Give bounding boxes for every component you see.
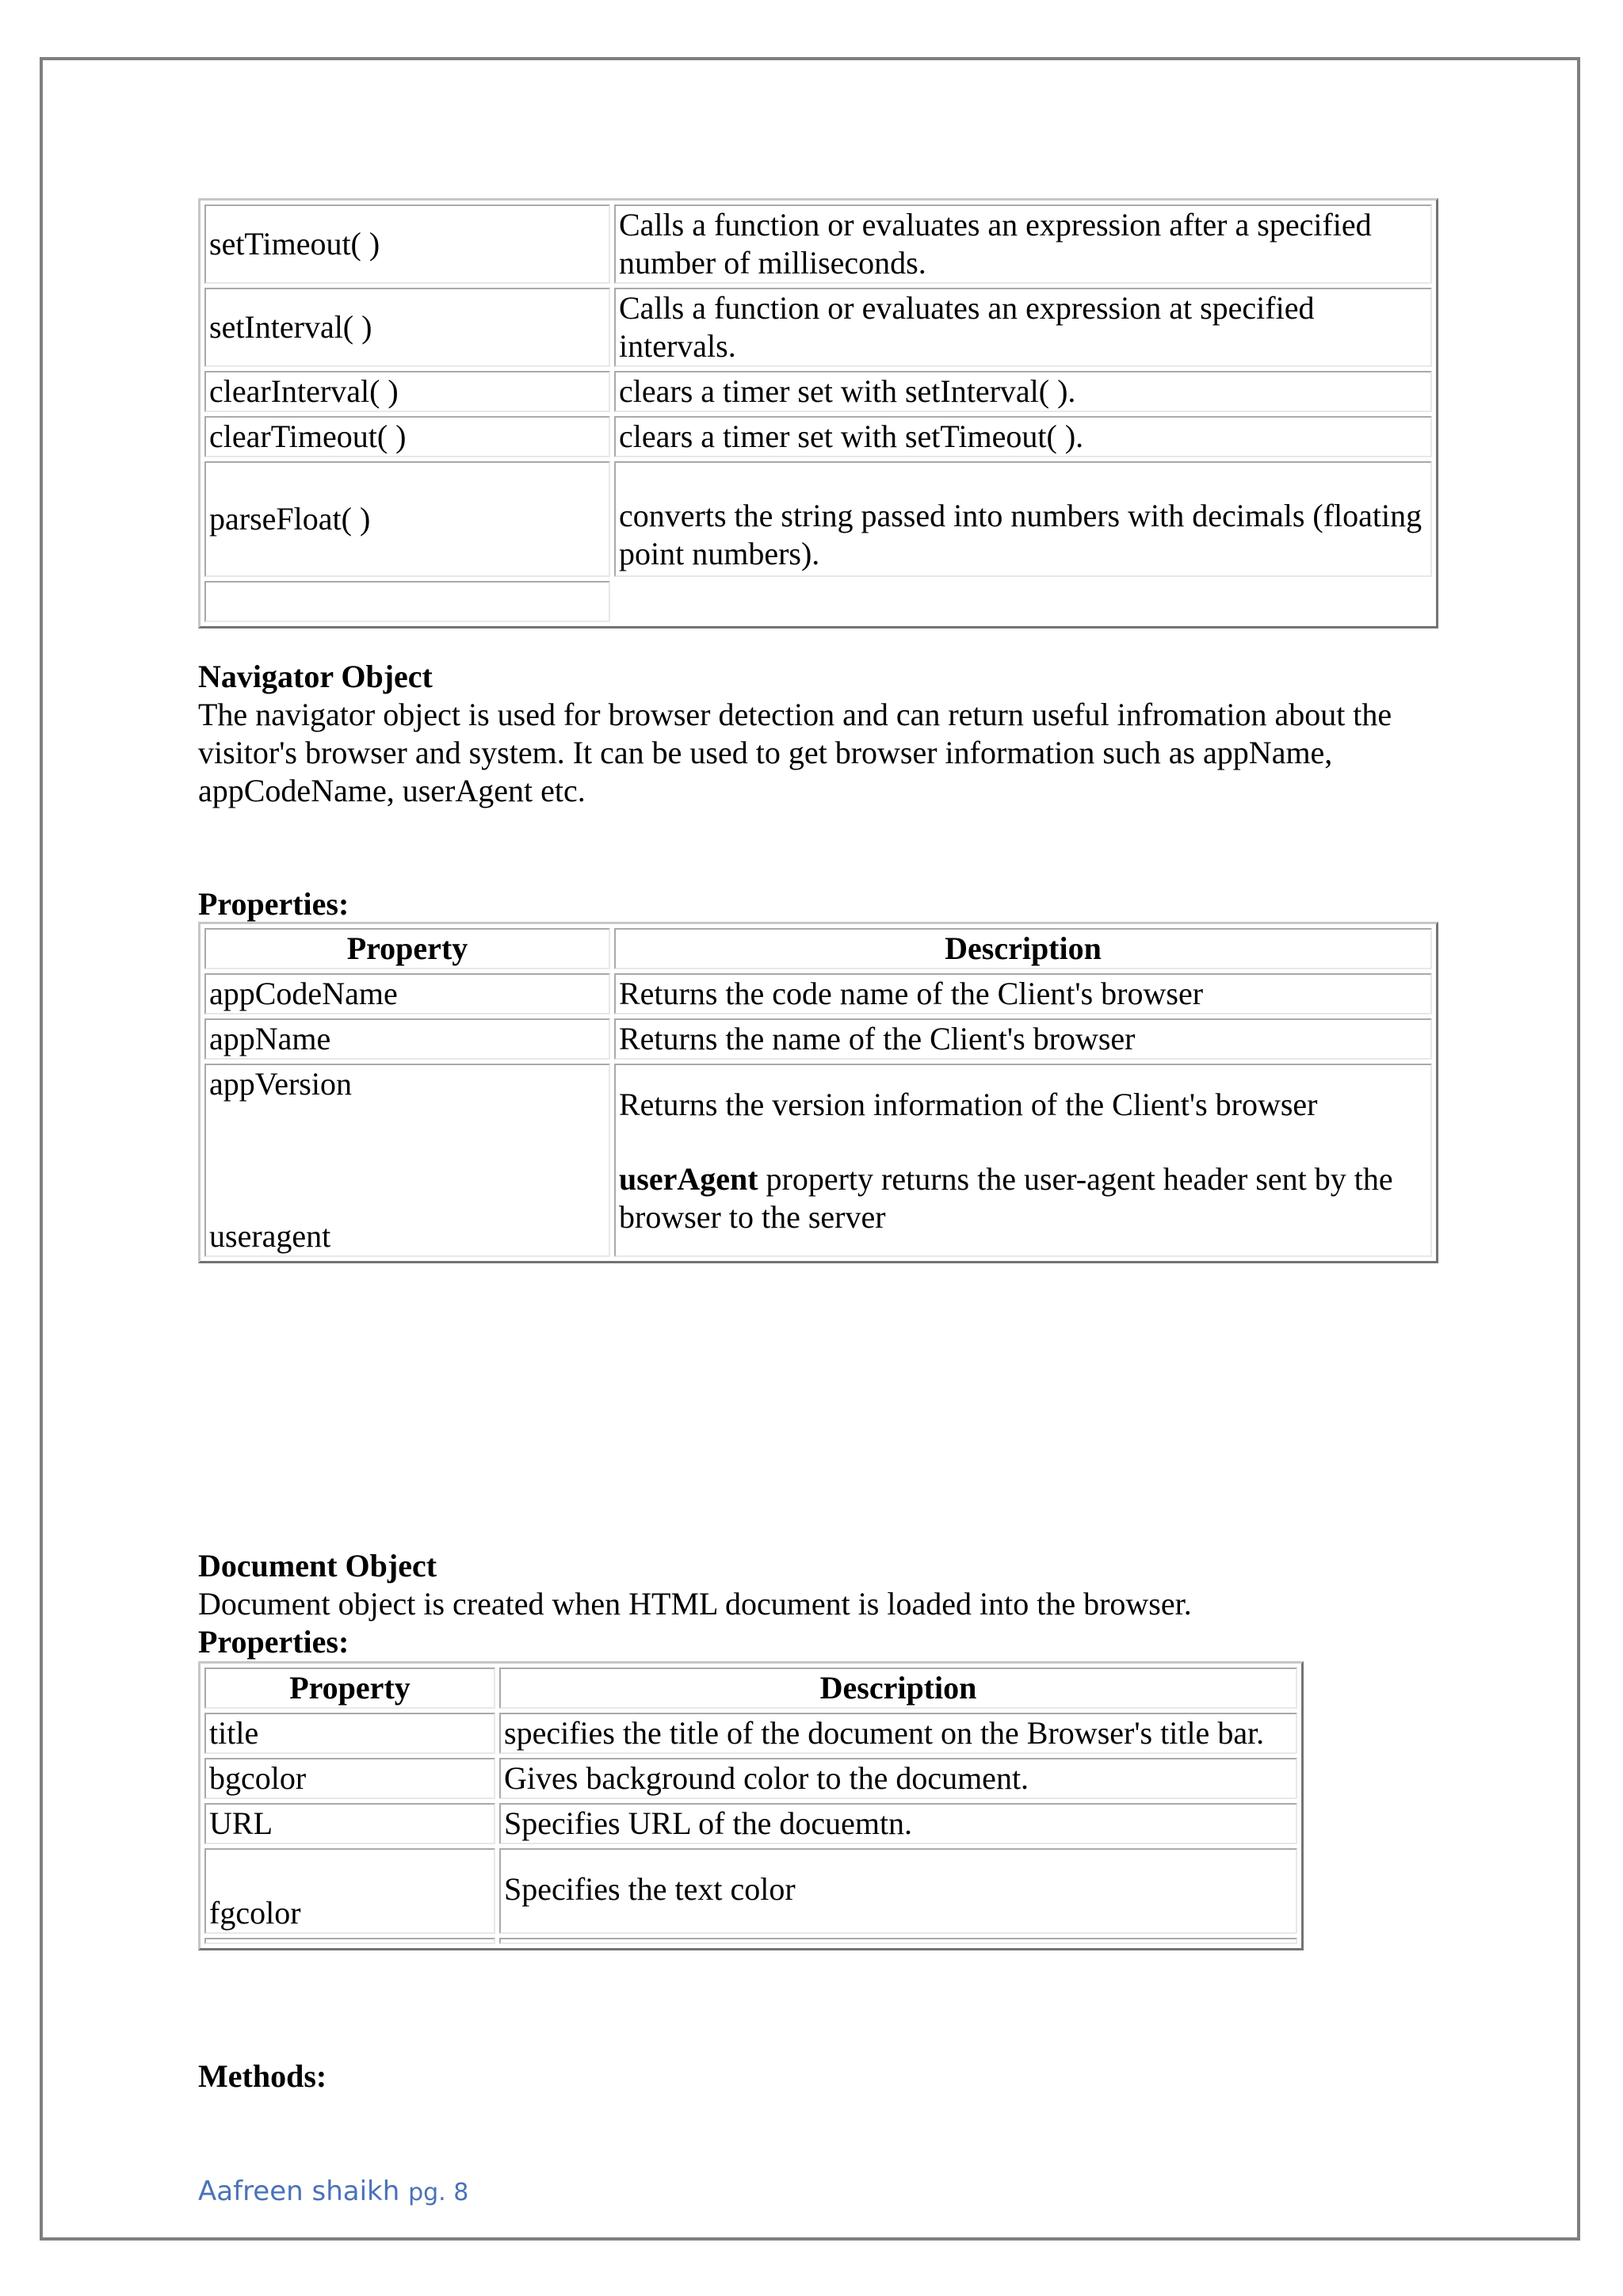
table-row xyxy=(204,1758,1297,1799)
footer-author: Aafreen shaikh xyxy=(198,2176,400,2207)
document-properties-table xyxy=(198,1661,1304,1950)
empty-cell xyxy=(614,581,1432,622)
table-row xyxy=(204,416,1432,457)
property-name: bgcolor xyxy=(204,1758,495,1799)
property-name: fgcolor xyxy=(204,1848,495,1934)
property-name: appVersion xyxy=(209,1066,352,1102)
method-name: setTimeout( ) xyxy=(204,204,610,284)
property-description: Returns the version information of the Client's browser xyxy=(619,1087,1318,1122)
column-header-description: Description xyxy=(499,1668,1297,1709)
document-heading: Document Object xyxy=(198,1548,437,1584)
property-description: Specifies URL of the docuemtn. xyxy=(499,1803,1297,1844)
table-row xyxy=(204,973,1432,1014)
table-row xyxy=(204,1848,1297,1934)
navigator-heading: Navigator Object xyxy=(198,659,433,694)
column-header-property: Property xyxy=(204,1668,495,1709)
method-description: clears a timer set with setInterval( ). xyxy=(614,371,1432,412)
table-header-row xyxy=(204,928,1432,969)
table-row xyxy=(204,1018,1432,1060)
document-properties-heading: Properties: xyxy=(198,1624,349,1660)
methods-table xyxy=(198,198,1438,628)
document-methods-heading: Methods: xyxy=(198,2058,327,2094)
method-description: clears a timer set with setTimeout( ). xyxy=(614,416,1432,457)
table-row xyxy=(204,1938,1297,1944)
column-header-description: Description xyxy=(614,928,1432,969)
page-footer xyxy=(198,2176,468,2207)
property-description: Specifies the text color xyxy=(499,1848,1297,1934)
property-name: useragent xyxy=(209,1218,331,1254)
method-description: Calls a function or evaluates an expression after a specified number of milliseconds. xyxy=(614,204,1432,284)
table-row xyxy=(204,288,1432,367)
table-row xyxy=(204,371,1432,412)
property-name: appName xyxy=(204,1018,610,1060)
column-header-property: Property xyxy=(204,928,610,969)
method-name: setInterval( ) xyxy=(204,288,610,367)
useragent-keyword: userAgent xyxy=(619,1161,758,1197)
empty-cell xyxy=(204,1938,495,1944)
table-row xyxy=(204,1803,1297,1844)
document-paragraph: Document object is created when HTML document is loaded into the browser. xyxy=(198,1586,1192,1622)
table-row xyxy=(204,1064,1432,1257)
empty-cell xyxy=(499,1938,1297,1944)
navigator-paragraph: The navigator object is used for browser detection and can return useful infromation about the visitor's browser and system. It can be used to get browser information such as appName, appCodeName, userAgent etc. xyxy=(198,697,1392,808)
property-name: title xyxy=(204,1713,495,1754)
property-description-cell xyxy=(614,1064,1432,1257)
table-row xyxy=(204,204,1432,284)
property-name-cell xyxy=(204,1064,610,1257)
table-row xyxy=(204,1713,1297,1754)
property-name: URL xyxy=(204,1803,495,1844)
property-description: Returns the name of the Client's browser xyxy=(614,1018,1432,1060)
navigator-properties-table xyxy=(198,922,1438,1263)
property-description: Gives background color to the document. xyxy=(499,1758,1297,1799)
method-description: converts the string passed into numbers with decimals (floating point numbers). xyxy=(614,461,1432,577)
property-name: appCodeName xyxy=(204,973,610,1014)
table-row xyxy=(204,581,1432,622)
property-description: specifies the title of the document on the Browser's title bar. xyxy=(499,1713,1297,1754)
method-name: parseFloat( ) xyxy=(204,461,610,577)
table-header-row xyxy=(204,1668,1297,1709)
useragent-description: property returns the user-agent header sent by the browser to the server xyxy=(619,1161,1393,1235)
empty-cell xyxy=(204,581,610,622)
method-description: Calls a function or evaluates an expression at specified intervals. xyxy=(614,288,1432,367)
footer-page-number: pg. 8 xyxy=(408,2179,469,2206)
table-row xyxy=(204,461,1432,577)
navigator-properties-heading: Properties: xyxy=(198,886,349,922)
method-name: clearInterval( ) xyxy=(204,371,610,412)
method-name: clearTimeout( ) xyxy=(204,416,610,457)
property-description: Returns the code name of the Client's browser xyxy=(614,973,1432,1014)
property-description-useragent xyxy=(619,1160,1427,1236)
